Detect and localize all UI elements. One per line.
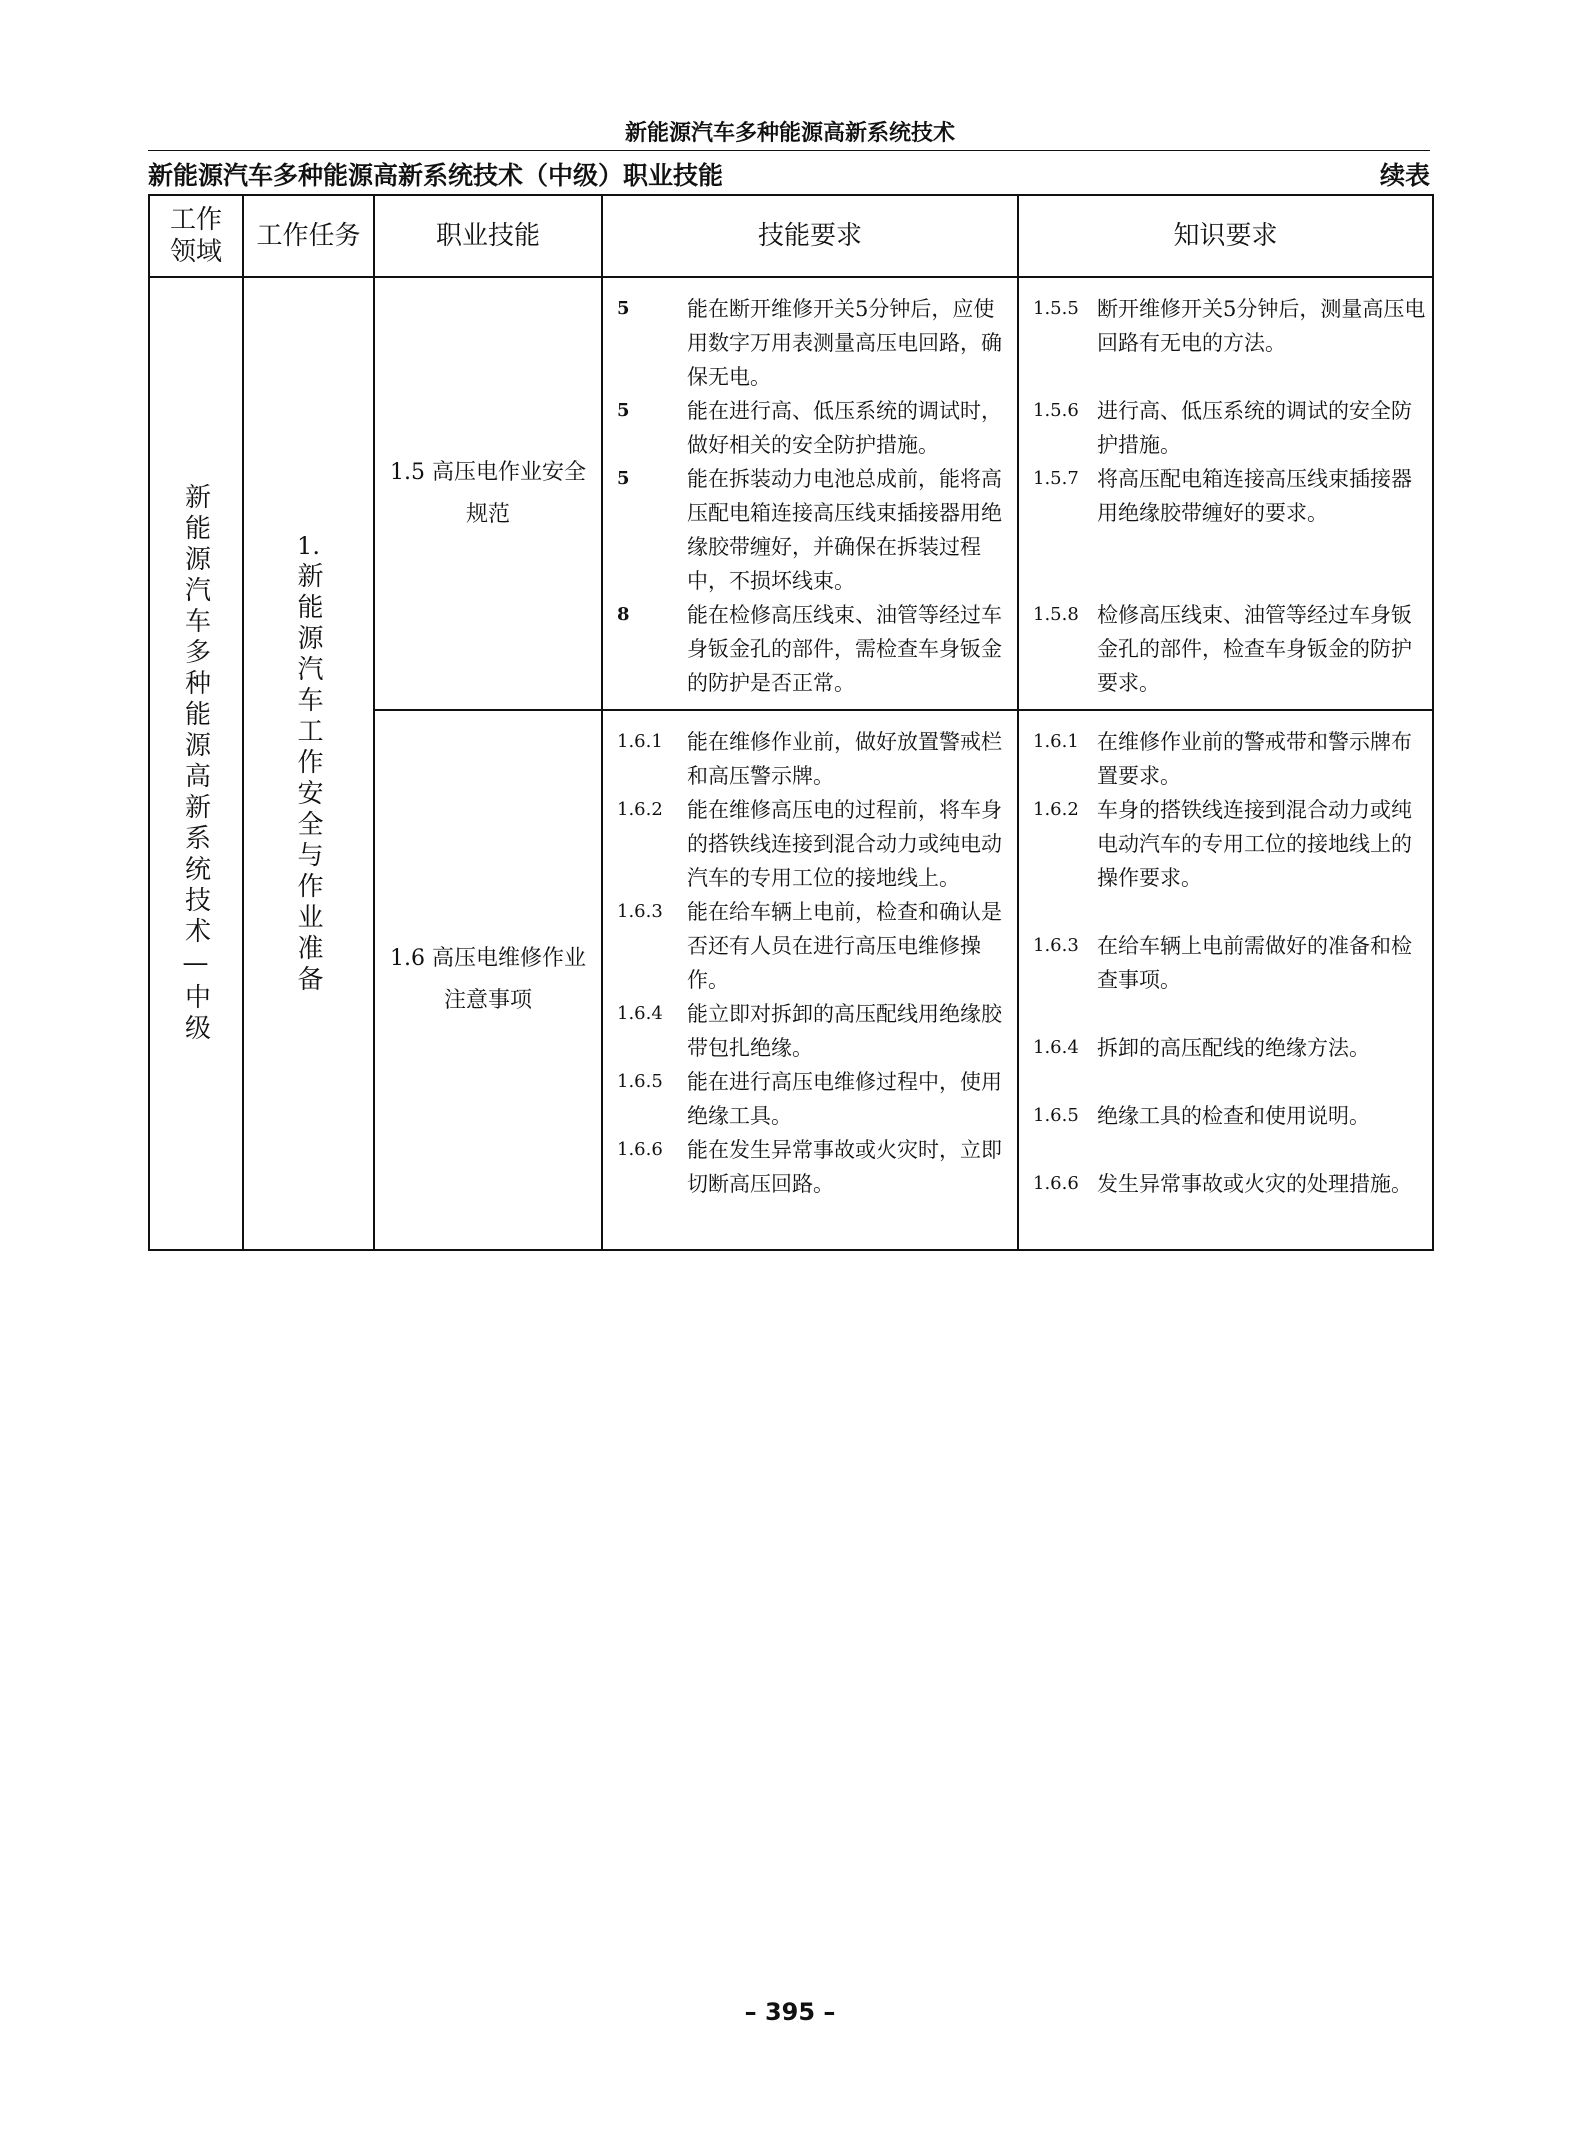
list-item: 1.5.8 检修高压线束、油管等经过车身钣金孔的部件，检查车身钣金的防护要求。: [1033, 603, 1412, 695]
task-prefix: 1.: [297, 531, 320, 560]
list-item: 1.5.7 将高压配电箱连接高压线束插接器用绝缘胶带缠好的要求。: [1033, 467, 1412, 525]
list-item: 5 能在进行高、低压系统的调试时，做好相关的安全防护措施。: [617, 399, 1002, 457]
col-header-skill-req: 技能要求: [602, 195, 1018, 277]
table-row: [149, 277, 1433, 710]
skill-name: 1.5 高压电作业安全规范: [390, 459, 586, 527]
skill-name: 1.6 高压电维修作业注意事项: [390, 946, 586, 1013]
skill-req-cell: [602, 710, 1018, 1250]
domain-text: 新能源汽车多种能源高新系统技术—中级: [180, 482, 211, 1045]
list-item: 1.6.4 拆卸的高压配线的绝缘方法。: [1033, 1036, 1370, 1060]
list-item: 1.6.3 能在给车辆上电前，检查和确认是否还有人员在进行高压电维修操作。: [617, 900, 1002, 992]
table-title: 新能源汽车多种能源高新系统技术（中级）职业技能: [148, 161, 724, 190]
list-item: 5 能在拆装动力电池总成前，能将高压配电箱连接高压线束插接器用绝缘胶带缠好，并确保在拆装过程中，不损坏线束。: [617, 467, 1002, 593]
col-header-domain: 工作领域: [149, 195, 243, 277]
list-item: 1.6.5 绝缘工具的检查和使用说明。: [1033, 1104, 1370, 1128]
list-item: 1.6.2 车身的搭铁线连接到混合动力或纯电动汽车的专用工位的接地线上的操作要求。: [1033, 798, 1412, 890]
list-item: 1.6.1 在维修作业前的警戒带和警示牌布置要求。: [1033, 730, 1412, 788]
continued-label: 续表: [1379, 161, 1430, 190]
list-item: 1.6.3 在给车辆上电前需做好的准备和检查事项。: [1033, 934, 1412, 992]
list-item: 5 能在断开维修开关5分钟后，应使用数字万用表测量高压电回路，确保无电。: [617, 297, 1002, 389]
skill-cell: [374, 277, 602, 710]
skill-cell: [374, 710, 602, 1250]
header-rule: [148, 150, 1430, 151]
knowledge-req-cell: [1018, 277, 1433, 710]
task-cell: [243, 277, 374, 1250]
list-item: 1.6.6 发生异常事故或火灾的处理措施。: [1033, 1172, 1412, 1196]
page-number: – 395 –: [744, 1998, 836, 2026]
table-title-row: [148, 156, 1430, 192]
list-item: 1.5.5 断开维修开关5分钟后，测量高压电回路有无电的方法。: [1033, 297, 1426, 355]
task-text: 新能源汽车工作安全与作业准备: [293, 561, 323, 996]
skill-req-cell: [602, 277, 1018, 710]
list-item: 1.6.4 能立即对拆卸的高压配线用绝缘胶带包扎绝缘。: [617, 1002, 1002, 1060]
domain-cell: [149, 277, 243, 1250]
list-item: 1.6.6 能在发生异常事故或火灾时，立即切断高压回路。: [617, 1138, 1002, 1196]
col-header-skill: 职业技能: [374, 195, 602, 277]
list-item: 1.5.6 进行高、低压系统的调试的安全防护措施。: [1033, 399, 1412, 457]
list-item: 1.6.5 能在进行高压电维修过程中，使用绝缘工具。: [617, 1070, 1002, 1128]
col-header-task: 工作任务: [243, 195, 374, 277]
skills-table: [148, 194, 1434, 1251]
col-header-knowledge-req: 知识要求: [1018, 195, 1433, 277]
running-header: 新能源汽车多种能源高新系统技术: [624, 121, 955, 146]
list-item: 8 能在检修高压线束、油管等经过车身钣金孔的部件，需检查车身钣金的防护是否正常。: [617, 603, 1002, 695]
list-item: 1.6.2 能在维修高压电的过程前，将车身的搭铁线连接到混合动力或纯电动汽车的专用工位的接地线上。: [617, 798, 1002, 890]
list-item: 1.6.1 能在维修作业前，做好放置警戒栏和高压警示牌。: [617, 730, 1002, 788]
knowledge-req-cell: [1018, 710, 1433, 1250]
table-header-row: [149, 195, 1433, 277]
